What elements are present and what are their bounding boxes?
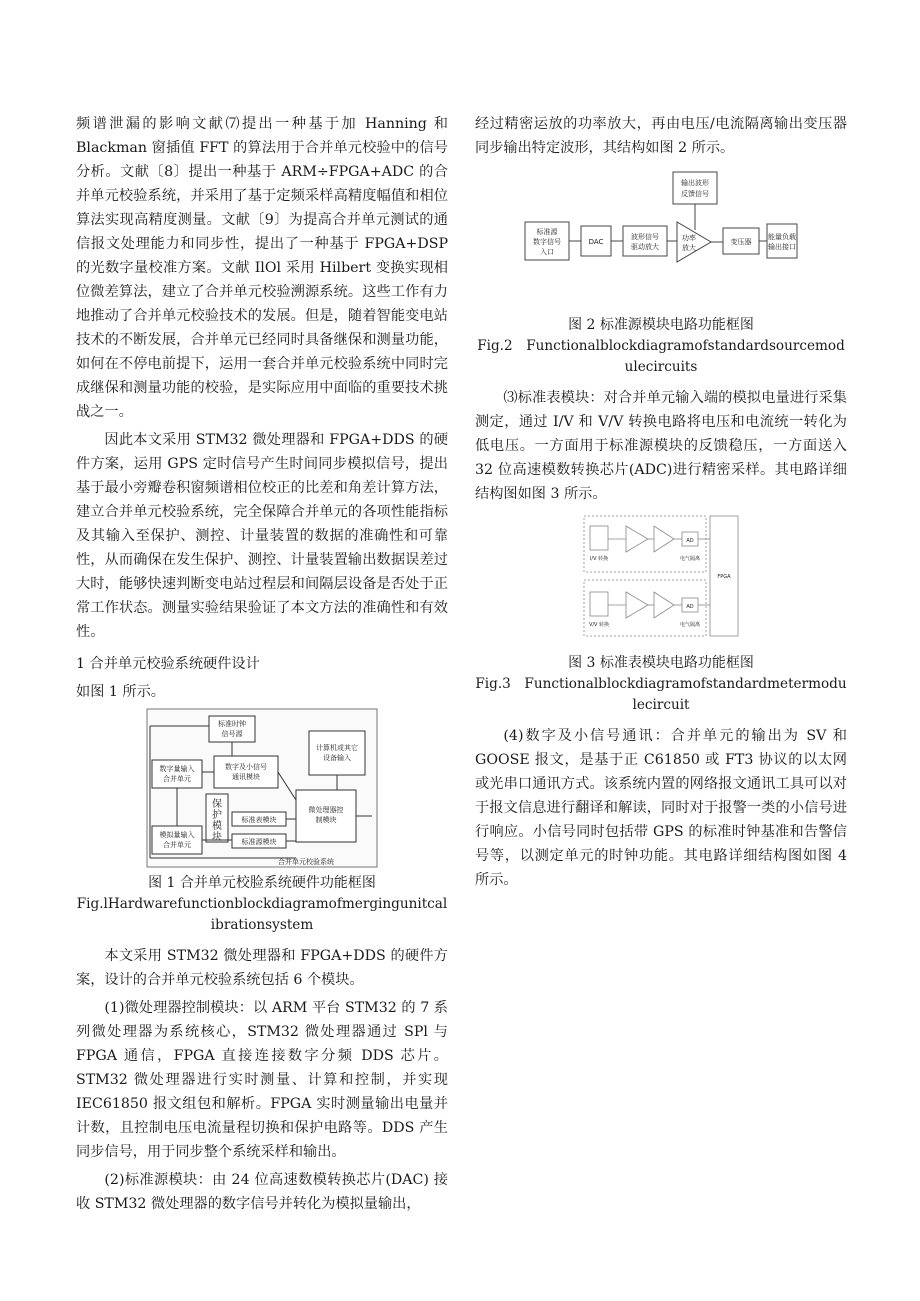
fig1-mcu-line1: 微处理器控: [308, 806, 344, 814]
section-heading: 1 合并单元校验系统硬件设计: [76, 656, 260, 672]
fig1-computer-line2: 设备输入: [323, 754, 351, 762]
fig3-fpga-label: FPGA: [717, 574, 731, 580]
fig2-driver-1: 波形信号: [631, 233, 659, 241]
figure-1-caption-cn: 图 1 合并单元校脸系统硬件功能框图: [148, 875, 376, 891]
fig2-input-1: 标准源: [536, 228, 558, 236]
fig3-top-ct: [590, 526, 608, 550]
figure-1: [146, 708, 378, 868]
fig2-amp-2: 放大: [682, 244, 696, 252]
figure-3-caption-en: Fig.3 Functionalblockdiagramofstandardmetermodulecircuit: [475, 676, 847, 713]
figure-2-caption-cn: 图 2 标准源模块电路功能框图: [568, 317, 754, 333]
fig1-analog-line1: 模拟量输入: [159, 831, 195, 839]
fig1-meter-label: 标准表模块: [241, 816, 277, 824]
fig3-top-left-label: I/V 转换: [589, 556, 609, 562]
fig1-comm-line2: 通讯模块: [232, 773, 260, 781]
fig1-digital-line2: 合并单元: [163, 775, 191, 783]
fig2-driver-2: 驱动放大: [631, 243, 659, 251]
fig1-digital-line1: 数字量输入: [159, 765, 195, 773]
fig2-dac-label: DAC: [588, 238, 604, 246]
fig3-top-opamp2: [654, 526, 674, 552]
fig3-bottom-adc-label: AD: [686, 604, 694, 610]
paragraph-source-module: (2)标准源模块：由 24 位高速数模转换芯片(DAC) 接收 STM32 微处理器的数字信号并转化为模拟量输出，: [76, 1172, 448, 1212]
fig2-feedback-1: 输出波形: [681, 179, 709, 187]
fig3-bottom-note: 电气隔离: [679, 622, 701, 628]
fig1-protect-3: 模: [212, 821, 222, 832]
fig3-bottom-pt: [590, 592, 608, 616]
figure-1-diagram: [146, 708, 378, 868]
fig2-input-3: 入口: [540, 248, 554, 256]
paragraph-fig1-ref: 如图 1 所示。: [76, 684, 165, 700]
fig1-computer-box: [309, 731, 365, 775]
figure-2-diagram: [523, 170, 799, 290]
fig1-computer-line1: 计算机或其它: [316, 744, 358, 752]
fig2-transformer-label: 变压器: [730, 238, 752, 246]
paragraph-comm-module: (4)数字及小信号通讯：合并单元的输出为 SV 和 GOOSE 报文，是基于正 C61850 或 FT3 协议的以太网或光串口通讯方式。该系统内置的网络报文通讯工具可以对于报文信息进行翻译和解读，同时对于报警一类的小信号进行响应。小信号同时包括带 GPS 的标准时钟基准和告警信号等，以测定单元的时钟功能。其电路详细结构图如图 4 所示。: [475, 728, 847, 888]
fig2-output-2: 输出接口: [768, 243, 796, 251]
figure-3-caption-cn: 图 3 标准表模块电路功能框图: [568, 655, 754, 671]
fig1-source-label: 标准源模块: [241, 838, 277, 846]
fig2-amp-1: 功率: [682, 234, 696, 242]
fig1-protect-4: 块: [212, 832, 222, 843]
paragraph-source-cont: 经过精密运放的功率放大，再由电压/电流隔离输出变压器同步输出特定波形，其结构如图 2 所示。: [475, 116, 847, 156]
fig1-clock-line2: 信号源: [221, 730, 243, 738]
fig2-output-box: [767, 224, 797, 258]
fig1-analog-line2: 合并单元: [163, 841, 191, 849]
fig1-protect-1: 保: [212, 799, 222, 810]
fig1-clock-line1: 标准时钟: [218, 720, 246, 728]
figure-2-caption-en: Fig.2 Functionalblockdiagramofstandardsourcemodulecircuits: [477, 338, 845, 375]
figure-3-diagram: [582, 512, 740, 642]
left-column: [76, 112, 448, 1216]
fig3-top-adc-label: AD: [686, 538, 694, 544]
figure-1-caption-en: Fig.lHardwarefunctionblockdiagramofmergingunitcalibrationsystem: [76, 896, 448, 933]
fig3-bottom-opamp2: [654, 592, 674, 618]
fig1-system-label: 合并单元校验系统: [278, 858, 334, 866]
fig3-top-note: 电气隔离: [679, 556, 701, 562]
fig2-feedback-2: 反馈信号: [681, 190, 709, 198]
fig1-mcu-line2: 制模块: [315, 816, 337, 824]
fig3-top-opamp1: [626, 526, 648, 552]
right-column: [475, 112, 847, 892]
fig2-driver-box: [623, 226, 667, 256]
paragraph-meter-module: ⑶标准表模块：对合并单元输入端的模拟电量进行采集测定，通过 I/V 和 V/V 转换电路将电压和电流统一转化为低电压。一方面用于标准源模块的反馈稳压，一方面送入 32 位高速模数转换芯片(ADC)进行精密采样。其电路详细结构图如图 3 所示。: [475, 390, 847, 502]
paragraph-mcu-module: (1)微处理器控制模块：以 ARM 平台 STM32 的 7 系列微处理器为系统核心，STM32 微处理器通过 SPl 与 FPGA 通信，FPGA 直接连接数字分频 DDS 芯片。STM32 微处理器进行实时测量、计算和控制，并实现 IEC61850 报文组包和解析。FPGA 实时测量输出电量并计数，且控制电压电流量程切换和保护电路等。DDS 产生同步信号，用于同步整个系统采样和输出。: [76, 1000, 448, 1160]
fig3-bottom-opamp1: [626, 592, 648, 618]
fig2-input-2: 数字信号: [533, 238, 561, 246]
paragraph-scheme: 因此本文采用 STM32 微处理器和 FPGA+DDS 的硬件方案，运用 GPS 定时信号产生时间同步模拟信号，提出基于最小旁瓣卷积窗频谱相位校正的比差和角差计算方法，建立合并单元校验系统，完全保障合并单元的各项性能指标及其输入至保护、测控、计量装置的数据的准确性和可靠性，从而确保在发生保护、测控、计量装置输出数据误差过大时，能够快速判断变电站过程层和间隔层设备是否处于正常工作状态。测量实验结果验证了本文方法的准确性和有效性。: [76, 432, 448, 640]
paragraph-intro: 频谱泄漏的影响文献⑺提出一种基于加 Hanning 和 Blackman 窗插值 FFT 的算法用于合并单元校验中的信号分析。文献〔8〕提出一种基于 ARM÷FPGA+ADC 的合并单元校验系统，并采用了基于定频采样高精度幅值和相位算法实现高精度测量。文献〔9〕为提高合并单元测试的通信报文处理能力和同步性，提出了一种基于 FPGA+DSP 的光数字量校准方案。文献 IlOl 采用 Hilbert 变换实现相位微差算法，建立了合并单元校验溯源系统。这些工作有力地推动了合并单元校验技术的发展。但是，随着智能变电站技术的不断发展，合并单元已经同时具备继保和测量功能，如何在不停电前提下，运用一套合并单元校验系统中同时完成继保和测量功能的校验，是实际应用中面临的重要技术挑战之一。: [76, 116, 448, 420]
figure-2: [523, 170, 799, 290]
fig2-output-1: 能量负载: [768, 233, 796, 241]
figure-3: [582, 512, 740, 642]
fig1-protect-2: 护: [212, 810, 222, 821]
fig1-comm-line1: 数字及小信号: [225, 763, 267, 771]
fig2-amp-triangle: [677, 222, 711, 262]
paragraph-modules: 本文采用 STM32 微处理器和 FPGA+DDS 的硬件方案，设计的合并单元校验系统包括 6 个模块。: [76, 948, 448, 988]
fig3-bottom-left-label: V/V 转换: [588, 622, 610, 628]
fig1-comm-box: [214, 756, 278, 788]
fig2-feedback-box: [673, 172, 717, 204]
